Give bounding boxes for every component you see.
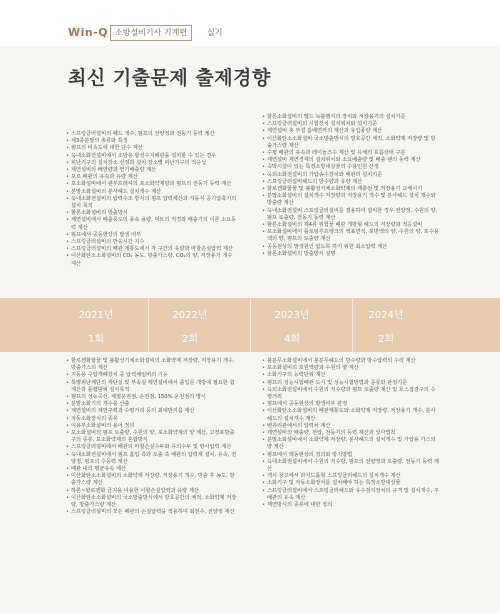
topic-item: • 스프링클러설비의 배관 계통도에서 각 구간의 유량과 마찰손실압력 계산 — [66, 246, 238, 253]
timeline-divider — [148, 298, 149, 352]
topic-item: • 스프링클러설비의 반응시간 지수 — [66, 239, 238, 246]
topic-item: • 스프링클러설비에서 스프링클러헤드와 유수검지장치의 규격 및 설치개수, 주배관의 유속 계산 — [262, 488, 440, 502]
topic-item: • 제연설비의 제연구획과 수평거리 등의 최대반지름 계산 — [66, 408, 238, 415]
topic-item: • 스프링클러설비의 시험장치 설치위치와 설치기준 — [262, 121, 440, 128]
topic-item: • 할론소화설비의 제4류 위험물 배관 개방형 헤드의 저장량과 적응설비 — [262, 222, 440, 229]
topic-item: • 할론소화설비의 방출방식 — [66, 210, 238, 217]
topic-item: • 벤츄리관에서의 압력차 계산 — [262, 423, 440, 430]
topic-item: • 옥내소화전설비에서 펌프 흡입 측과 토출 측 배관의 압력계 설치, 유속, 전양정, 펌프의 수동력 계산 — [66, 452, 238, 466]
topic-item: • 포르 배관의 유속과 유량 계산 — [66, 174, 238, 181]
page-title: 최신 기출문제 출제경향 — [68, 67, 271, 89]
topic-item: • 분말소화설비에서 소화약제 저장량, 분사헤드의 설치개수 및 가압용 가스의 양 계산 — [262, 437, 440, 451]
timeline-count: 2회 — [181, 334, 199, 345]
topic-item: • 자동소화장치의 종류 — [66, 416, 238, 423]
timeline-count: 1회 — [87, 334, 105, 345]
topic-item: • 옥외소화전설비에서 수원의 저수량과 펌프 토출량 계산 및 호스접결구의 수평거리 — [262, 387, 440, 401]
topic-item: • 포소화설비에서 플로팅루프탱크의 액표면적, 포방액의 양, 수원의 양, 포수용액의 양, 펌프의 토출량 계산 — [262, 229, 440, 243]
section-label: 실기 — [207, 28, 223, 37]
topic-item: • 펌프의 비속도에 대한 단수 계산 — [66, 145, 238, 152]
topic-item: • 포소화설비의 펌프 토출량, 수원의 양, 포소화약제의 양 계산, 고정포방출구의 종류, 포소화약제의 혼합방식 — [66, 430, 238, 444]
topic-item: • 펌프의 성능시험배관 도시 및 성능시험방법과 종류와 판정기준 — [262, 380, 440, 387]
topic-item: • 특별피난계단의 계단실 및 부속실 제연설비에서 출입문 개방에 필요한 힘 계산과 플랩댐퍼 설치목적 — [66, 380, 238, 394]
topic-item: • 스프링클러설비의 헤드 개수, 펌프의 전양정과 전동기 동력 계산 — [66, 131, 238, 138]
topic-item: • 제연설비의 배연량과 연기배출량 계산 — [66, 167, 238, 174]
timeline-year: 2024년 — [368, 310, 404, 321]
topic-item: • 소화기구 및 자동소화장치를 설치해야 하는 특정소방대상물 — [262, 480, 440, 487]
topic-item: • 할로겐화합물 및 불활성기체소화약제의 재충전 및 저장용기 교체시기 — [262, 186, 440, 193]
list-2022-topics — [66, 358, 238, 516]
topic-item: • 스프링클러설비에서 배관의 마찰손실수두와 유의수두 및 방사압력 계산 — [66, 444, 238, 451]
list-2023-topics — [262, 114, 440, 258]
timeline-divider — [352, 298, 353, 352]
timeline-count: 2회 — [377, 334, 395, 345]
topic-item: • 할론소화설비의 방출방식 설명 — [262, 251, 440, 258]
lower-section — [0, 352, 500, 613]
topic-item: • 스프링클러설비의 모든 배관의 손실압력을 적용하여 최전수, 전양정 계산 — [66, 509, 238, 516]
timeline-divider — [250, 298, 251, 352]
topic-item: • 이산화탄소소화설비의 배관계통도와 소화약제 저장량, 저장용기 개수, 분사헤드의 설치개수 계산 — [262, 408, 440, 422]
topic-item: • 옥내소화전설비에서 수원의 저수량, 펌프의 전양정과 토출량, 전동기 동력 계산 — [262, 459, 440, 473]
topic-item: • 소화기구의 능력단위 계산 — [262, 372, 440, 379]
topic-item: • 할론소화설비의 밸드 녹블랭식의 장치와 저장용기의 설치기준 — [262, 114, 440, 121]
upper-section — [0, 114, 500, 298]
title-band — [0, 46, 500, 114]
topic-item: • 불분무소화설비에서 불분무헤드의 방수량과 방수압력의 수리 계산 — [262, 358, 440, 365]
topic-item: • 분말소화기의 개수를 산출 — [66, 401, 238, 408]
topic-item: • 옥내소화전설비 스프링클러설비를 겸용하여 설치한 경우 전양정, 수원의 양, 펌프 토출량, 전동기 동력 계산 — [262, 208, 440, 222]
book-title-badge: 소방설비기사 기계편 — [110, 25, 192, 41]
topic-item: • 할로겐화합물 및 불활성기체소화설비의 소화약제 저장량, 저장용기 개수, 방출가스의 계산 — [66, 358, 238, 372]
topic-item: • 피난기구의 설치장소 선정과 설치 장소별 피난기구의 적응성 — [66, 160, 238, 167]
header — [0, 0, 500, 46]
topic-item: • 펌프에서 공동현상의 발생여부 판정 — [262, 401, 440, 408]
timeline-count: 4회 — [283, 334, 301, 345]
topic-item: • 옥내소화전설비의 압력수조 방식의 펌프 압력계산과 자동식 공기압축기의 설치 목적 — [66, 196, 238, 210]
topic-item: • 이산화탄소소화설비 국소방출방식의 방호공간 체적, 소화약제 저장량 및 방출가스량 계산 — [262, 136, 440, 150]
topic-item: • 제연설비의 배출량, 전압, 전동기의 동력 계산과 상사법칙 — [262, 430, 440, 437]
list-2021-topics — [66, 131, 238, 268]
topic-item: • 옥외소화전설비의 가압송수장치와 배관의 설치기준 — [262, 172, 440, 179]
timeline-year: 2023년 — [274, 310, 310, 321]
topic-item: • 포소화설비에서 관부프레셔의 포소화약제량과 펌프의 전동기 동력 계산 — [66, 181, 238, 188]
topic-item: • 이산화탄소소화설비의 소화약제 저장량, 저장용기 개수, 방출 후 농도, 방출가스량 계산 — [66, 473, 238, 487]
topic-item: • 분말소화설비의 분사헤드 설치개수 계산 — [66, 189, 238, 196]
list-2024-topics — [262, 358, 440, 509]
topic-item: • 펌프에서 맥동현상의 정의와 방지방법 — [262, 452, 440, 459]
topic-item: • 스프링클러설비헤드의 방수량과 유량 계산 — [262, 179, 440, 186]
topic-item: • 수평 배관의 유속과 레이놀즈수 계산 및 유체의 흐름상태 구분 — [262, 150, 440, 157]
brand-logo: Win-Q — [68, 26, 109, 39]
topic-item: • 제연설비 총 부설 흡배연까의 계산과 유입풍량 계산 — [262, 128, 440, 135]
topic-item: • 제연방식의 종류에 대한 정의 — [262, 502, 440, 509]
topic-item: • 펌프에서 공동현상의 발생 여부 — [66, 232, 238, 239]
timeline-year: 2022년 — [172, 310, 208, 321]
topic-item: • 이용부소화설비의 용어 정의 — [66, 423, 238, 430]
year-timeline — [0, 298, 500, 352]
topic-item: • 기동용 수압개폐장치 중 압력체임버의 기능 — [66, 372, 238, 379]
timeline-year: 2021년 — [78, 310, 114, 321]
topic-item: • 제연설비에서 배출풍도의 풍속 용량, 덕트의 직경과 배출기의 이론 소요동력 계산 — [66, 217, 238, 231]
topic-item: • 숙박시설이 있는 특정소방대상물의 수용인원 산정 — [262, 164, 440, 171]
topic-item: • 공동현상의 발생원인 압도록 하기 위한 최소압력 계산 — [262, 244, 440, 251]
topic-item: • 이산화탄소소화설비의 국소방출방식에서 방호공간의 체적, 소화약제 저장량, 방출가스량 계산 — [66, 495, 238, 509]
topic-item: • 분말소화설비의 설치개수 저장량과 저장용기 개수 및 분사헤드 설치 개수와 방출량 계산 — [262, 193, 440, 207]
topic-item: • 하론~할로겐화 금지용 이용한 이할손실압력과 유량 계산 — [66, 488, 238, 495]
topic-item: • 제연설비 제연경계의 설치위치와 소요배출량 및 배출 팬의 동력 계산 — [262, 157, 440, 164]
topic-item: • 액식 창고에서 라지드롭형 스프링클러헤드의 설치개수 계산 — [262, 473, 440, 480]
topic-item: • 배관 내의 평균유속 계산 — [66, 466, 238, 473]
topic-item: • 제3종분말의 총류와 특징 — [66, 138, 238, 145]
topic-item: • 펌프의 성능곡선, 체절운전점, 운전점, 150% 운전점의 명시 — [66, 394, 238, 401]
topic-item: • 포소화설비의 포원액량과 수원의 양 계산 — [262, 365, 440, 372]
topic-item: • 이산화탄소소화설비의 CO₂ 농도, 방출가스량, CO₂의 양, 저장용기 개수 계산 — [66, 253, 238, 267]
topic-item: • 옥내소화전설비에서 소방용 합성수지배관을 설치할 수 있는 경우 — [66, 153, 238, 160]
